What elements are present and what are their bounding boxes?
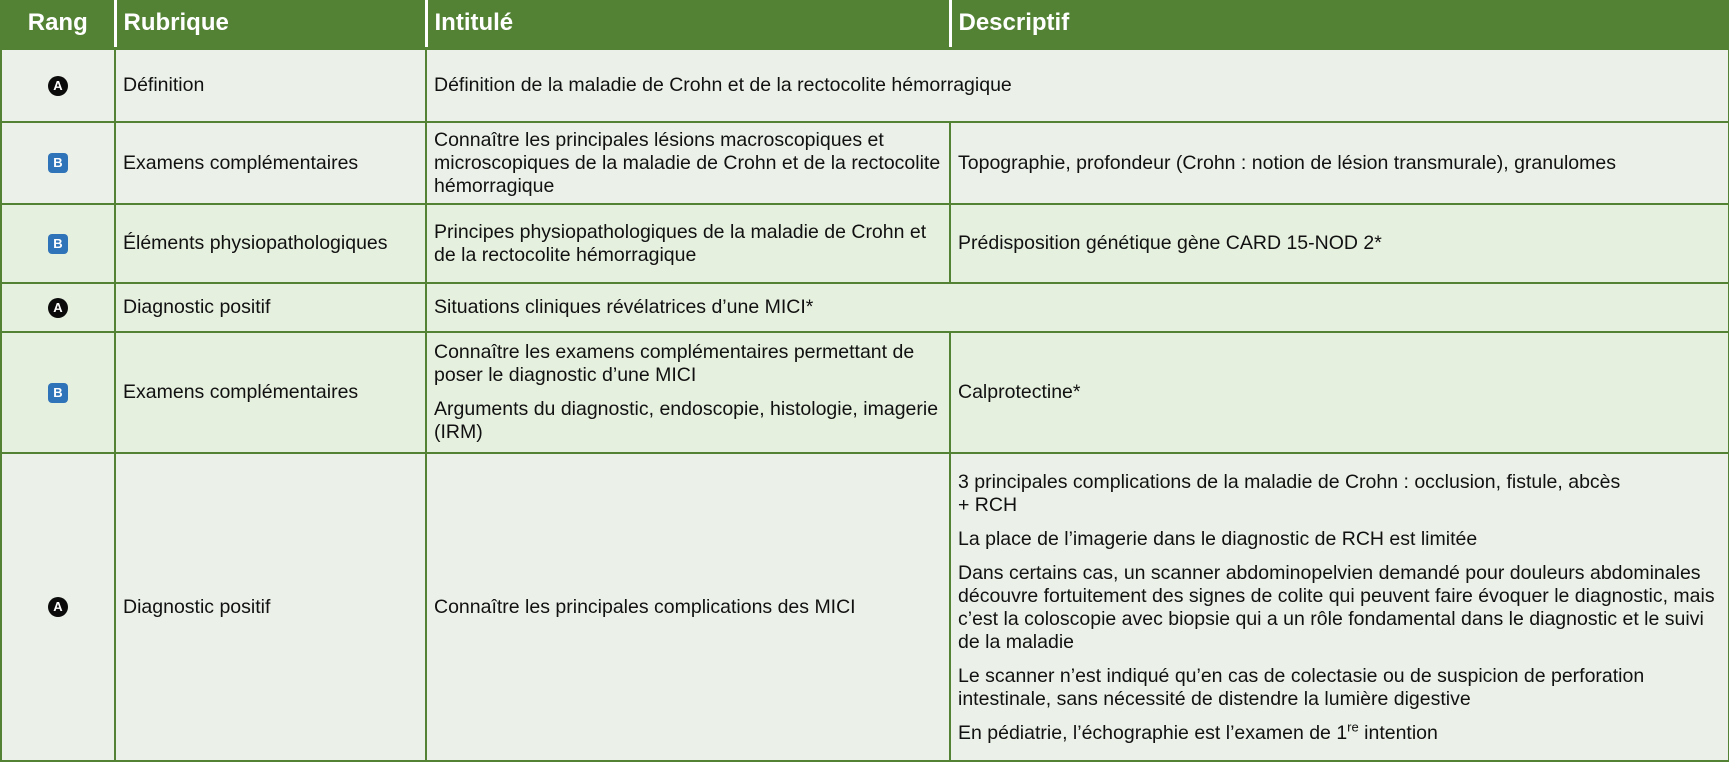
header-rang: Rang: [1, 0, 115, 48]
descriptif-paragraph: [958, 471, 1721, 517]
descriptif-cell: [950, 453, 1729, 761]
table-row: [1, 122, 1729, 204]
descriptif-cell: Calprotectine*: [950, 332, 1729, 453]
descriptif-text: En pédiatrie, l’échographie est l’examen de 1: [958, 722, 1348, 744]
descriptif-paragraph: Dans certains cas, un scanner abdominopelvien demandé pour douleurs abdominales découvre fortuitement des signes de colite qui peuvent faire évoquer le diagnostic, mais c’est la coloscopie avec biopsie qui a un rôle fondamental dans le diagnostic et le suivi de la maladie: [958, 562, 1715, 653]
intitule-paragraph: Connaître les examens complémentaires permettant de poser le diagnostic d’une MICI: [434, 341, 915, 386]
rank-a-badge-icon: A: [48, 298, 68, 318]
rank-b-badge-icon: B: [48, 383, 68, 403]
table-row: [1, 453, 1729, 761]
intitule-paragraph: Arguments du diagnostic, endoscopie, histologie, imagerie (IRM): [434, 398, 939, 443]
header-row: [1, 0, 1729, 48]
rubrique-cell: Définition: [115, 48, 426, 122]
header-intitule: Intitulé: [426, 0, 950, 48]
table-row: [1, 332, 1729, 453]
rank-a-badge-icon: A: [48, 76, 68, 96]
descriptif-text: intention: [1358, 722, 1438, 744]
rubrique-cell: Examens complémentaires: [115, 332, 426, 453]
descriptif-cell: Topographie, profondeur (Crohn : notion de lésion transmurale), granulomes: [950, 122, 1729, 204]
table-header: [1, 0, 1729, 48]
descriptif-line: 3 principales complications de la maladie de Crohn : occlusion, fistule, abcès: [958, 471, 1621, 493]
intitule-cell: Situations cliniques révélatrices d’une MICI*: [426, 283, 1729, 332]
table-row: [1, 283, 1729, 332]
header-descriptif: Descriptif: [950, 0, 1729, 48]
rank-cell: [1, 332, 115, 453]
intitule-cell: Connaître les principales complications des MICI: [426, 453, 950, 761]
rank-cell: [1, 48, 115, 122]
intitule-cell: Définition de la maladie de Crohn et de la rectocolite hémorragique: [426, 48, 1729, 122]
rank-cell: [1, 453, 115, 761]
intitule-cell: Connaître les principales lésions macroscopiques et microscopiques de la maladie de Crohn et de la rectocolite hémorragique: [426, 122, 950, 204]
table-body: [1, 48, 1729, 761]
intitule-cell: Principes physiopathologiques de la maladie de Crohn et de la rectocolite hémorragique: [426, 204, 950, 283]
rank-cell: [1, 283, 115, 332]
intitule-cell: [426, 332, 950, 453]
header-rubrique: Rubrique: [115, 0, 426, 48]
rubrique-cell: Éléments physiopathologiques: [115, 204, 426, 283]
descriptif-line: + RCH: [958, 494, 1018, 516]
rubrique-cell: Diagnostic positif: [115, 283, 426, 332]
table-row: [1, 204, 1729, 283]
rubrique-cell: Diagnostic positif: [115, 453, 426, 761]
rubrique-cell: Examens complémentaires: [115, 122, 426, 204]
ordinal-superscript: re: [1347, 719, 1359, 735]
descriptif-paragraph: [958, 719, 1721, 745]
rank-b-badge-icon: B: [48, 234, 68, 254]
rank-cell: [1, 122, 115, 204]
rank-b-badge-icon: B: [48, 153, 68, 173]
descriptif-cell: Prédisposition génétique gène CARD 15-NOD 2*: [950, 204, 1729, 283]
rank-a-badge-icon: A: [48, 597, 68, 617]
descriptif-paragraph: La place de l’imagerie dans le diagnostic de RCH est limitée: [958, 528, 1478, 550]
table-row: [1, 48, 1729, 122]
rank-cell: [1, 204, 115, 283]
descriptif-paragraph: Le scanner n’est indiqué qu’en cas de colectasie ou de suspicion de perforation intestinale, sans nécessité de distendre la lumière digestive: [958, 665, 1645, 710]
